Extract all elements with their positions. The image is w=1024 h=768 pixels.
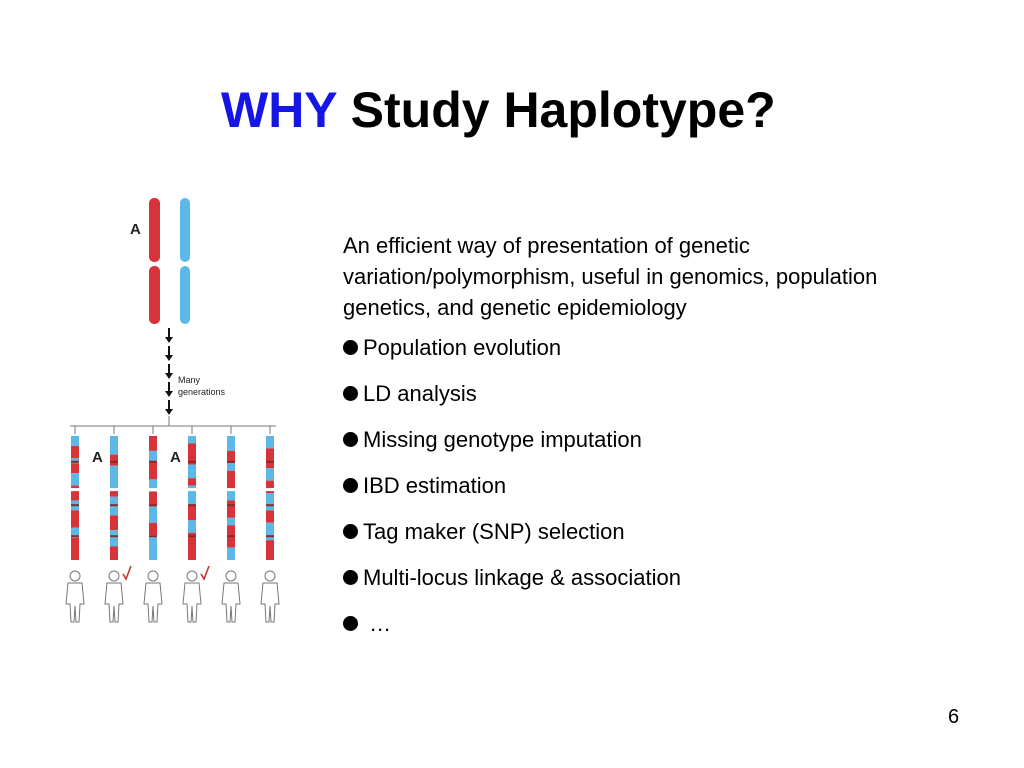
parent-chromosome-red [149,198,160,262]
person-body-icon [66,583,84,622]
offspring-group [222,426,240,622]
chromosome-band [188,504,196,520]
chromosome-band [266,436,274,448]
check-mark-icon [201,566,209,579]
bullet-dot-icon [343,570,358,585]
marker-band [110,535,118,537]
bullet-dot-icon [343,478,358,493]
person-head-icon [148,571,158,581]
chromosome-band [227,491,235,501]
person-head-icon [187,571,197,581]
marker-band [266,461,274,463]
chromosome-band [110,546,118,560]
marker-band [188,461,196,463]
bullet-dot-icon [343,386,358,401]
bullet-item: … [343,608,903,639]
allele-label: A [92,449,103,466]
marker-band [266,535,274,537]
arrow-head-icon [165,337,173,343]
marker-band [266,504,274,506]
page-number: 6 [948,706,960,728]
bullet-list [343,332,903,639]
offspring-group [66,426,84,622]
arrow-head-icon [165,373,173,379]
chromosome-band [227,436,235,451]
chromosome-band [188,520,196,532]
parent-chromosome-red [149,266,160,324]
chromosome-band [149,436,157,451]
marker-band [71,535,79,537]
slide-title [0,78,1024,142]
chromosome-band [188,436,196,443]
bullet-item: IBD estimation [343,470,903,501]
chromosome-band [110,455,118,466]
chromosome-band [71,473,79,485]
marker-band [188,504,196,506]
bullet-dot-icon [343,340,358,355]
centromere [109,488,119,491]
chromosome-band [227,518,235,525]
marker-band [227,461,235,463]
marker-band [71,504,79,506]
chromosome-band [71,436,79,446]
chromosome-band [110,466,118,488]
chromosome-band [266,523,274,540]
marker-band [110,504,118,506]
centromere [187,488,197,491]
chromosome-band [227,548,235,560]
bullet-item: Tag maker (SNP) selection [343,516,903,547]
arrow-head-icon [165,391,173,397]
chromosome-band [188,465,196,479]
bullet-item: Missing genotype imputation [343,424,903,455]
chromosome-band [149,535,157,560]
offspring-group [92,426,131,622]
chromosome-band [266,481,274,493]
bullet-item: Multi-locus linkage & association [343,562,903,593]
chromosome-band [227,471,235,491]
chromosome-band [110,436,118,455]
bullet-dot-icon [343,524,358,539]
centromere [226,488,236,491]
centromere [70,488,80,491]
chromosome-band [227,463,235,470]
parent-chromosome-blue [180,266,190,324]
offspring-group [170,426,209,622]
check-mark-icon [123,566,131,579]
chromosome-band [149,451,157,461]
offspring-group [261,426,279,622]
chromosome-band [266,448,274,468]
marker-band [71,461,79,463]
arrow-head-icon [165,409,173,415]
allele-label: A [130,221,141,238]
content-text [343,230,903,654]
person-body-icon [144,583,162,622]
chromosome-band [266,540,274,560]
chromosome-band [266,493,274,510]
arrow-caption: generations [178,387,226,397]
arrow-caption: Many [178,375,201,385]
person-body-icon [183,583,201,622]
marker-band [149,461,157,463]
arrow-head-icon [165,355,173,361]
person-body-icon [222,583,240,622]
parent-chromosome-blue [180,198,190,262]
marker-band [110,461,118,463]
title-rest: Study Haplotype? [350,82,776,138]
person-body-icon [105,583,123,622]
marker-band [149,535,157,537]
chromosome-band [71,538,79,560]
bullet-dot-icon [343,432,358,447]
chromosome-band [149,523,157,535]
chromosome-band [149,507,157,523]
centromere [148,488,158,491]
person-head-icon [226,571,236,581]
offspring-group [144,426,162,622]
chromosome-band [188,478,196,485]
chromosome-band [71,463,79,473]
chromosome-band [149,461,157,480]
person-head-icon [265,571,275,581]
allele-label: A [170,449,181,466]
chromosome-band [71,486,79,501]
haplotype-diagram [58,190,290,635]
chromosome-band [110,530,118,546]
bullet-dot-icon [343,616,358,631]
bullet-item: LD analysis [343,378,903,409]
intro-paragraph: An efficient way of presentation of genetic variation/polymorphism, useful in genomics, population genetics, and genetic epidemiology [343,233,878,320]
marker-band [227,535,235,537]
title-keyword: WHY [221,82,337,138]
chromosome-band [266,510,274,522]
bullet-item: Population evolution [343,332,903,363]
chromosome-band [266,468,274,480]
chromosome-band [71,446,79,458]
haplotype-inheritance-figure [58,190,290,635]
chromosome-band [227,500,235,517]
marker-band [188,535,196,537]
person-head-icon [109,571,119,581]
marker-band [149,504,157,506]
person-body-icon [261,583,279,622]
centromere [265,488,275,491]
chromosome-band [110,515,118,530]
marker-band [227,504,235,506]
chromosome-band [71,510,79,527]
person-head-icon [70,571,80,581]
